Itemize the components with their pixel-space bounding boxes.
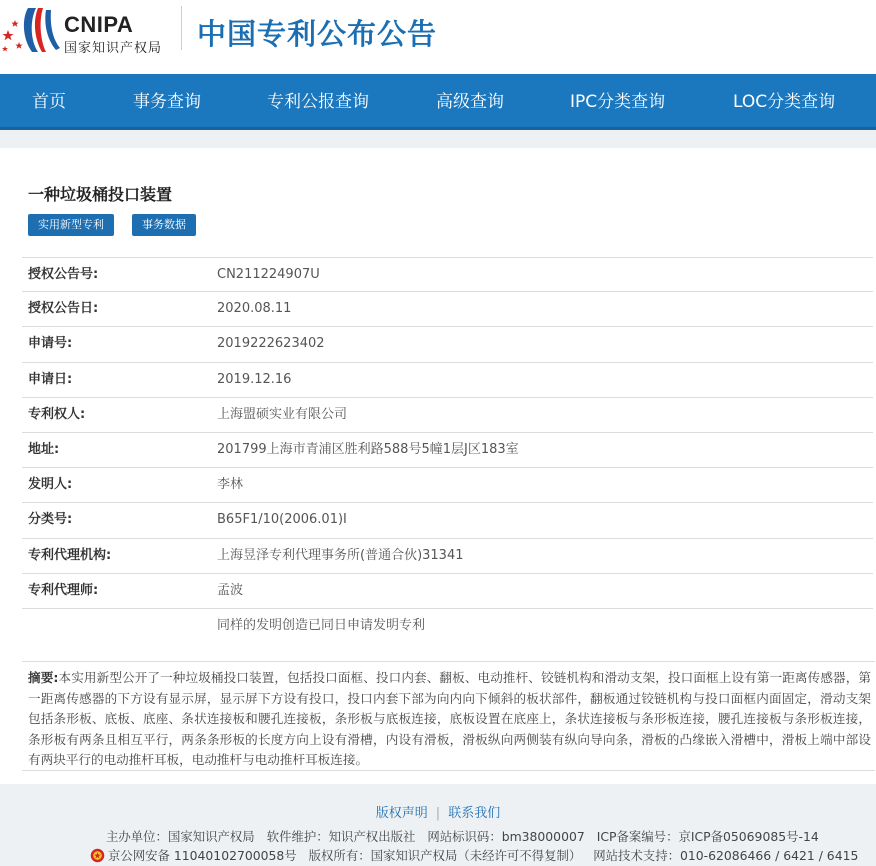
info-value: 孟波 <box>217 582 244 598</box>
footer-police-record-link[interactable]: 京公网安备 11040102700058号 <box>108 848 297 863</box>
info-value: 201799上海市青浦区胜利路588号5幢1层J区183室 <box>217 441 519 457</box>
utility-model-tag-button[interactable]: 实用新型专利 <box>28 214 114 236</box>
cnipa-logo[interactable] <box>0 4 178 56</box>
info-row <box>22 539 873 574</box>
info-row <box>22 468 873 503</box>
header-divider <box>181 6 182 50</box>
footer-info-line <box>0 827 876 845</box>
info-row <box>22 503 873 538</box>
info-value: 2019222623402 <box>217 336 325 352</box>
info-note: 同样的发明创造已同日申请发明专利 <box>217 617 426 633</box>
transaction-data-button[interactable]: 事务数据 <box>132 214 196 236</box>
info-label: 申请号: <box>28 336 73 352</box>
info-value: B65F1/10(2006.01)I <box>217 512 347 528</box>
footer-icp-link[interactable]: ICP备案编号：京ICP备05069085号-14 <box>596 829 819 844</box>
nav-item-home[interactable]: 首页 <box>32 92 66 112</box>
info-row <box>22 398 873 433</box>
cnipa-emblem-icon <box>0 4 62 56</box>
logo-subtext: 国家知识产权局 <box>64 41 163 56</box>
footer-site-id: 网站标识码：bm38000007 <box>427 829 585 844</box>
footer-tech-support: 网站技术支持：010-62086466 / 6421 / 6415 <box>593 848 859 863</box>
contact-us-link[interactable]: 联系我们 <box>448 806 501 821</box>
abstract <box>28 668 871 771</box>
info-row <box>22 327 873 362</box>
nav-item-transaction-query[interactable]: 事务查询 <box>133 92 201 112</box>
copyright-link[interactable]: 版权声明 <box>375 806 428 821</box>
nav-item-gazette-query[interactable]: 专利公报查询 <box>267 92 369 112</box>
info-value: 2019.12.16 <box>217 371 292 387</box>
info-row <box>22 609 873 644</box>
info-label: 申请日: <box>28 371 73 387</box>
patent-info-table <box>22 257 873 644</box>
info-value: 上海盟硕实业有限公司 <box>217 406 348 422</box>
footer-copyright: 版权所有：国家知识产权局（未经许可不得复制） <box>308 848 582 863</box>
logo-text: CNIPA <box>64 12 134 37</box>
info-label: 专利权人: <box>28 406 86 422</box>
abstract-text: 本实用新型公开了一种垃圾桶投口装置，包括投口面框、投口内套、翻板、电动推杆、铰链机构和滑动支架，投口面框上设有第一距离传感器，第一距离传感器的下方设有显示屏，显示屏下方设有投口，投口内套下部为向内向下倾斜的板状部件，翻板通过铰链机构与投口面框内面固定，滑动支架包括条形板、底板、底座、条状连接板和腰孔连接板，条形板与底板连接，底板设置在底座上，条状连接板与条形板连接，腰孔连接板与条形板连接，条形板有两条且相互平行，两条条形板的长度方向上设有滑槽，内设有滑板，滑板纵向两侧装有纵向导向条，滑板的凸缘嵌入滑槽中，滑板上端中部设有两块平行的电动推杆耳板，电动推杆与电动推杆耳板连接。 <box>28 670 871 767</box>
info-label: 地址: <box>28 441 60 457</box>
info-label: 授权公告号: <box>28 267 99 282</box>
main-nav <box>0 74 876 130</box>
footer-link-separator: | <box>435 806 441 821</box>
info-value: 上海昱泽专利代理事务所(普通合伙)31341 <box>217 547 464 563</box>
nav-item-loc-query[interactable]: LOC分类查询 <box>733 92 836 112</box>
info-row <box>22 363 873 398</box>
footer-links <box>0 802 876 821</box>
info-label: 发明人: <box>28 477 73 493</box>
info-value: CN211224907U <box>217 267 320 282</box>
footer-maintainer: 软件维护：知识产权出版社 <box>266 829 416 844</box>
site-header <box>0 0 876 66</box>
nav-item-advanced-query[interactable]: 高级查询 <box>436 92 504 112</box>
info-value: 李林 <box>217 477 244 493</box>
patent-title: 一种垃圾桶投口装置 <box>28 185 173 204</box>
nav-item-ipc-query[interactable]: IPC分类查询 <box>570 92 666 112</box>
info-row <box>22 292 873 327</box>
info-row <box>22 257 873 292</box>
info-row <box>22 574 873 609</box>
info-label: 专利代理机构: <box>28 547 112 563</box>
abstract-section <box>22 661 875 771</box>
info-label: 分类号: <box>28 512 73 528</box>
site-title: 中国专利公布公告 <box>197 17 438 51</box>
footer-sponsor: 主办单位：国家知识产权局 <box>106 829 255 844</box>
info-label: 专利代理师: <box>28 582 99 598</box>
info-value: 2020.08.11 <box>217 301 292 317</box>
info-row <box>22 433 873 468</box>
info-label: 授权公告日: <box>28 301 99 317</box>
content-gap <box>0 130 876 148</box>
site-footer <box>0 784 876 866</box>
abstract-label: 摘要: <box>28 670 59 685</box>
footer-info-line <box>0 846 876 864</box>
police-badge-icon <box>90 848 105 863</box>
patent-detail <box>0 148 876 784</box>
